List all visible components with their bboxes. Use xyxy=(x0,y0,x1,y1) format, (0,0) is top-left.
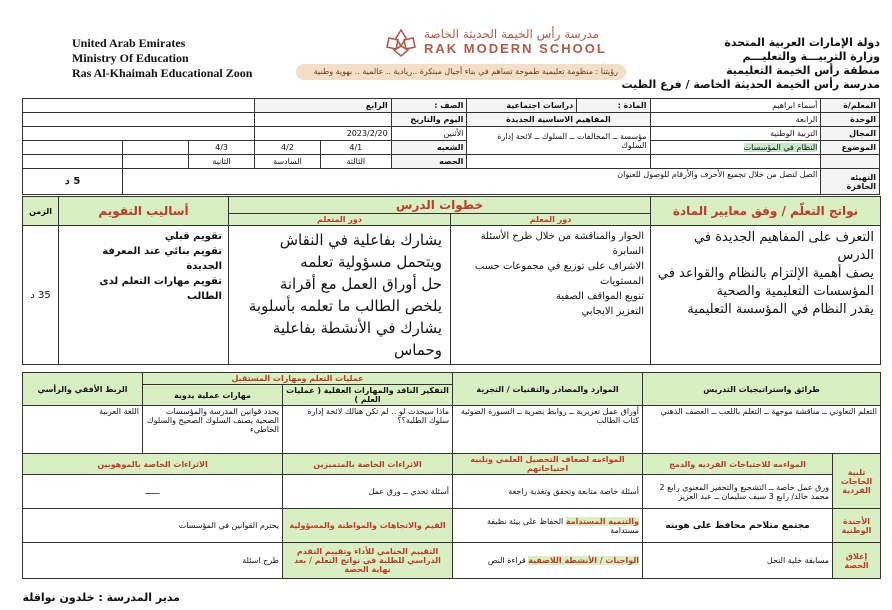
school-logo-icon xyxy=(384,28,418,58)
time-header: الزمن xyxy=(23,197,59,226)
sustain-value: الحفاظ على بيئة نظيفة مستدامة xyxy=(486,516,640,535)
closing-value: مسابقة خلية النحل xyxy=(643,543,833,579)
domain-label: المجال xyxy=(821,127,880,141)
resources-label: الموارد والمصادر والتقنيات / التجربة xyxy=(453,373,643,406)
period-label: الحصه xyxy=(391,155,467,169)
teacher-role-header: دور المعلم xyxy=(451,214,651,226)
section-2: 4/2 xyxy=(255,141,321,155)
manual-value: يحدد قوانين المدرسة والمؤسسات الصحية يصنف السلوك الصحيح والسلوك الخاطيء xyxy=(143,406,283,454)
lesson-info-table xyxy=(22,98,880,195)
period-2: السادسة xyxy=(255,155,321,169)
date-value: 2023/2/20 xyxy=(255,127,392,141)
eval-label: التقييم الختامي للأداء وتقييم التقدم الدراسي للطلبة في نواتج التعلم / بعد نهاية الحصة xyxy=(283,543,453,579)
critical-label: التفكير الناقد والمهارات العقلية ( عمليات العلم ) xyxy=(283,385,453,406)
values-label: القيم والاتجاهات والمواطنة والمسؤولية xyxy=(283,509,453,543)
strategies-value: التعلم التعاوني ــ مناقشة موجهة ــ التعلم باللعب ــ العصف الذهني xyxy=(643,406,881,454)
subject-value: دراسات اجتماعية xyxy=(467,99,577,113)
student-role-cell xyxy=(229,226,451,365)
lesson-steps-table xyxy=(22,196,880,365)
section-label: الشعبه xyxy=(391,141,467,155)
section-1: 4/1 xyxy=(320,141,391,155)
outcomes-header: نواتج التعلّم / وفق معايير المادة xyxy=(651,197,881,226)
link-value: اللغة العربية xyxy=(23,406,143,454)
english-header xyxy=(72,36,252,81)
agenda-value: مجتمع متلاحم محافظ على هويته xyxy=(643,509,833,543)
needs-gifted-value: ــــــ xyxy=(23,475,283,509)
outcome-item: يقدر النظام في المؤسسة التعليمية xyxy=(687,302,875,317)
eval-value: طرح اسئلة xyxy=(23,543,283,579)
country-en: United Arab Emirates xyxy=(72,36,186,50)
ministry-ar: وزارة التربيـــة والتعليـــم xyxy=(742,50,880,63)
needs-low-value: أسئلة خاصة متابعة وتحقق وتغذية راجعة xyxy=(453,475,643,509)
needs-special-value: أسئلة تحدي ــ ورق عمل xyxy=(283,475,453,509)
section-3: 4/3 xyxy=(189,141,255,155)
resources-value: أوراق عمل تعزيزية ــ روابط بصرية ــ السبورة الضوئية كتاب الطالب xyxy=(453,406,643,454)
topic-label: الموضوع xyxy=(821,141,880,155)
critical-value: ماذا سيحدث لو .. لم تكن هنالك لائحة إدارة سلوك الطلبة؟؟ xyxy=(283,406,453,454)
period-1: الثالثة xyxy=(320,155,391,169)
teacher-role-item: الاشراف على توزيع في مجموعات حسب المستويات xyxy=(474,261,645,287)
arabic-header xyxy=(622,36,881,92)
teacher-role-cell xyxy=(451,226,651,365)
zone-en: Ras Al-Khaimah Educational Zoon xyxy=(72,66,253,80)
sustain-label: والتنمية المستدامة xyxy=(565,516,640,526)
unit-label: الوحدة xyxy=(821,113,880,127)
school-branch-ar: مدرسة رأس الخيمة الحديثة الخاصة / فرع الظيت xyxy=(621,78,880,91)
period-3: الثانية xyxy=(189,155,255,169)
needs-gifted-label: الاثراءات الخاصة بالموهوبين xyxy=(23,454,283,475)
time-value: 35 د xyxy=(23,226,59,365)
grade-label: الصف : xyxy=(391,99,467,113)
teacher-role-item: تنويع المواقف الصفية xyxy=(555,291,645,302)
homework-value: قراءة النص xyxy=(487,556,526,565)
topic-value: النظام في المؤسسات xyxy=(743,143,818,152)
outcomes-cell xyxy=(651,226,881,365)
school-name-ar: مدرسة رأس الخيمة الحديثة الخاصة xyxy=(424,27,600,41)
datetime-label: اليوم والتاريخ xyxy=(391,113,467,127)
concepts-label: المفاهيم الاساسية الجديدة xyxy=(467,113,650,127)
student-role-item: يشارك في الأنشطة بفاعلية وحماس xyxy=(272,319,443,359)
steps-header: خطوات الدرس xyxy=(229,197,651,214)
warmup-value: الصل لتصل من خلال تجميع الأحرف والأرقام للوصول للعنوان xyxy=(123,169,821,195)
grade-value: الرابع xyxy=(255,99,392,113)
assessment-header: أساليب التقويم xyxy=(59,197,229,226)
needs-special-label: الاثراءات الخاصة بالمتميزين xyxy=(283,454,453,475)
ministry-en: Ministry Of Education xyxy=(72,51,189,65)
student-role-item: يشارك بفاعلية في النقاش ويتحمل مسؤولية تعلمه xyxy=(279,231,443,271)
outcome-item: يصف أهمية الإلتزام بالنظام والقواعد في المؤسسات التعليمية والصحية xyxy=(657,266,875,299)
unit-value: الرابعة xyxy=(650,113,821,127)
teacher-role-item: التعزيز الايجابي xyxy=(581,306,645,317)
student-role-item: يلخص الطالب ما تعلمه بأسلوبة xyxy=(248,297,443,315)
student-role-item: حل أوراق العمل مع أقرانة xyxy=(279,275,443,293)
principal-signature: مدير المدرسة : خلدون نواقلة xyxy=(22,591,180,604)
assessment-item: تقويم مهارات التعلم لدى الطالب xyxy=(99,276,222,302)
zone-ar: منطقة رأس الخيمة التعليمية xyxy=(726,64,880,77)
assessment-item: تقويم بنائي عند المعرفة الجديدة xyxy=(102,246,222,272)
bottom-table xyxy=(22,372,880,579)
closing-label: إغلاق الحصة xyxy=(833,543,881,579)
assessment-item: تقويم قبلي xyxy=(164,231,222,242)
teacher-value: أسماء ابراهيم xyxy=(650,99,821,113)
needs-diff-label: المواءمه للاحتياجات الفرديه والدمج xyxy=(643,454,833,475)
thinking-label: عمليات التعلم ومهارات المستقبل xyxy=(143,373,453,385)
school-name-en: RAK MODERN SCHOOL xyxy=(424,41,607,56)
needs-low-label: المواءمه لضعاف التحصيل العلمي وتلبيه احتياجاتهم xyxy=(453,454,643,475)
assessment-cell xyxy=(59,226,229,365)
subject-label: المادة : xyxy=(577,99,650,113)
strategies-label: طرائق واستراتيجيات التدريس xyxy=(643,373,881,406)
warmup-label: التهيئه الحافزة xyxy=(821,169,880,195)
country-ar: دولة الإمارات العربية المتحدة xyxy=(724,36,880,49)
student-role-header: دور المتعلم xyxy=(229,214,451,226)
homework-label: الواجبات / الأنشطة اللاصفية xyxy=(528,556,640,565)
needs-label: تلبية الحاجات الفردية xyxy=(833,454,881,509)
outcome-item: التعرف على المفاهيم الجديدة في الدرس xyxy=(694,230,875,263)
values-value: يحترم القوانين في المؤسسات xyxy=(23,509,283,543)
teacher-label: المعلم/ة xyxy=(821,99,880,113)
day-value: الأثنين xyxy=(391,127,467,141)
agenda-label: الأجندة الوطنية xyxy=(833,509,881,543)
manual-label: مهارات عملية يدوية xyxy=(143,385,283,406)
domain-value: التربية الوطنية xyxy=(650,127,821,141)
needs-diff-value: ورق عمل خاصة ــ التشجيع والتحفيز المعنوي رابع 2 محمد خالد/ رابع 3 سيف سليمان ــ عبد العزيز xyxy=(643,475,833,509)
link-label: الربط الأفقي والرأسي xyxy=(23,373,143,406)
vision-banner: رؤيتنا : منظومة تعليمية طموحة تساهم في بناء أجيال مبتكرة ..ريادية .. عالمية .. بهوية وطنية xyxy=(296,64,626,80)
warmup-time: 5 د xyxy=(23,169,123,195)
teacher-role-item: الحوار والمناقشة من خلال طرح الأسئلة السابرة xyxy=(480,231,645,257)
concepts-value: مؤسسة ــ المخالفات ــ السلوك ــ لائحة إدارة السلوك xyxy=(467,127,650,155)
